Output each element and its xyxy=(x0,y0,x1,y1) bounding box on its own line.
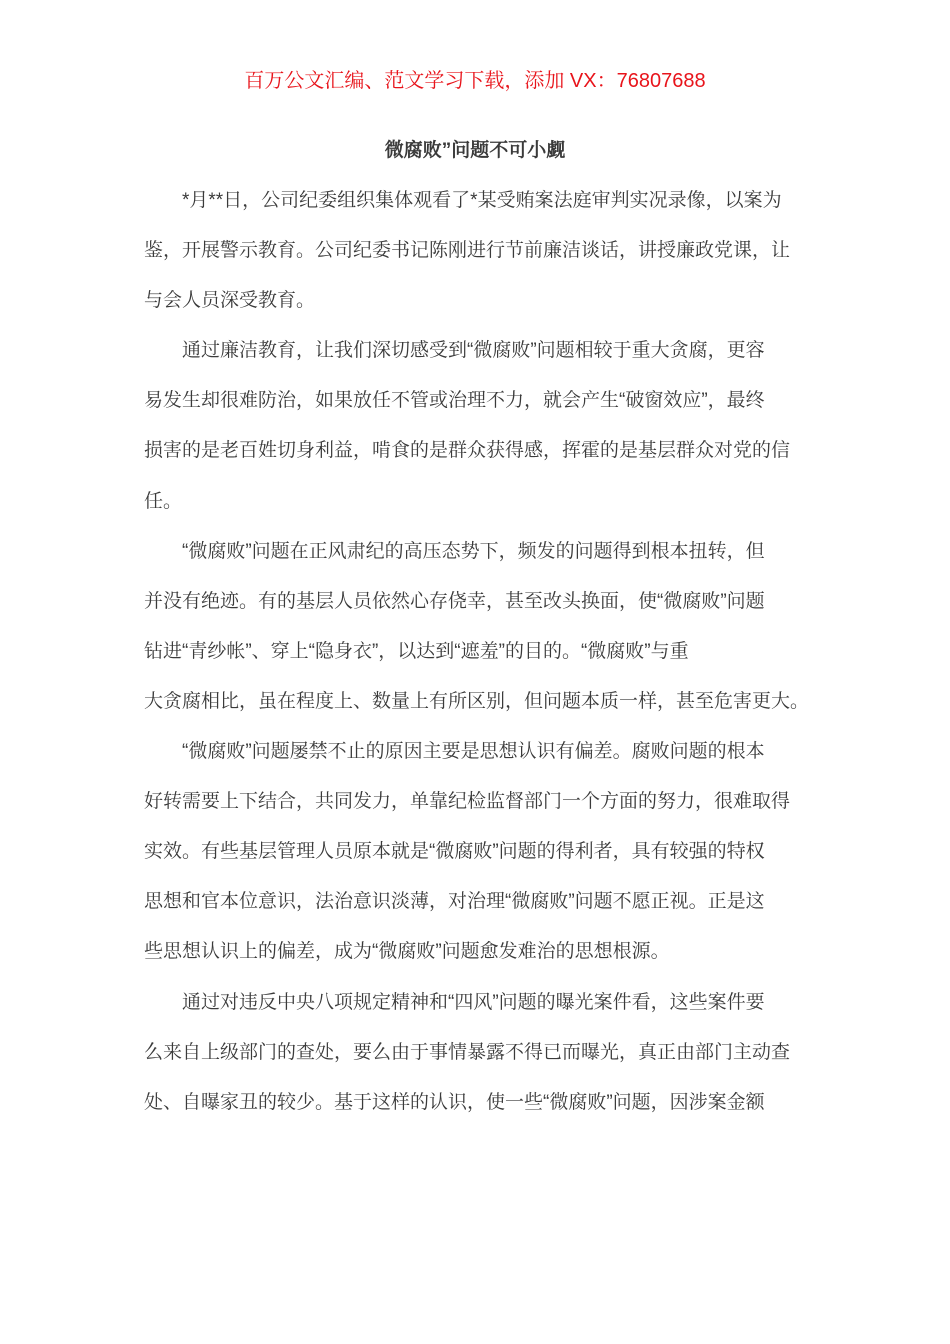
text-line: 鉴，开展警示教育。公司纪委书记陈刚进行节前廉洁谈话，讲授廉政党课，让 xyxy=(144,240,791,262)
paragraph xyxy=(144,727,804,977)
text-line: “微腐败”问题在正风肃纪的高压态势下，频发的问题得到根本扭转，但 xyxy=(182,540,765,562)
text-line: 处、自曝家丑的较少。基于这样的认识，使一些“微腐败”问题，因涉案金额 xyxy=(144,1091,765,1113)
text-line: 并没有绝迹。有的基层人员依然心存侥幸，甚至改头换面，使“微腐败”问题 xyxy=(144,590,765,612)
text-line: “微腐败”问题屡禁不止的原因主要是思想认识有偏差。腐败问题的根本 xyxy=(182,741,765,763)
text-line: 思想和官本位意识，法治意识淡薄，对治理“微腐败”问题不愿正视。正是这 xyxy=(144,891,765,913)
text-line: 易发生却很难防治，如果放任不管或治理不力，就会产生“破窗效应”，最终 xyxy=(144,390,765,412)
text-line: 与会人员深受教育。 xyxy=(144,290,316,312)
paragraph xyxy=(144,326,804,526)
text-line: 任。 xyxy=(144,490,183,512)
text-line: 些思想认识上的偏差，成为“微腐败”问题愈发难治的思想根源。 xyxy=(144,941,670,963)
document-body xyxy=(144,176,810,1128)
watermark-header: 百万公文汇编、范文学习下载，添加 VX：76807688 xyxy=(244,70,706,92)
text-line: 大贪腐相比，虽在程度上、数量上有所区别，但问题本质一样，甚至危害更大。 xyxy=(144,690,810,712)
paragraph xyxy=(144,527,810,727)
document-title: 微腐败”问题不可小觑 xyxy=(384,140,566,161)
paragraph xyxy=(144,176,804,326)
paragraph xyxy=(144,978,804,1128)
text-line: 损害的是老百姓切身利益，啃食的是群众获得感，挥霍的是基层群众对党的信 xyxy=(144,440,791,462)
text-line: 好转需要上下结合，共同发力，单靠纪检监督部门一个方面的努力，很难取得 xyxy=(144,791,791,813)
text-line: 通过廉洁教育，让我们深切感受到“微腐败”问题相较于重大贪腐，更容 xyxy=(182,340,765,362)
text-line: 通过对违反中央八项规定精神和“四风”问题的曝光案件看，这些案件要 xyxy=(182,991,765,1013)
text-line: 么来自上级部门的查处，要么由于事情暴露不得已而曝光，真正由部门主动查 xyxy=(144,1041,791,1063)
text-line: *月**日，公司纪委组织集体观看了*某受贿案法庭审判实况录像，以案为 xyxy=(182,190,782,211)
text-line: 钻进“青纱帐”、穿上“隐身衣”，以达到“遮羞”的目的。“微腐败”与重 xyxy=(144,640,689,662)
text-line: 实效。有些基层管理人员原本就是“微腐败”问题的得利者，具有较强的特权 xyxy=(144,841,765,863)
